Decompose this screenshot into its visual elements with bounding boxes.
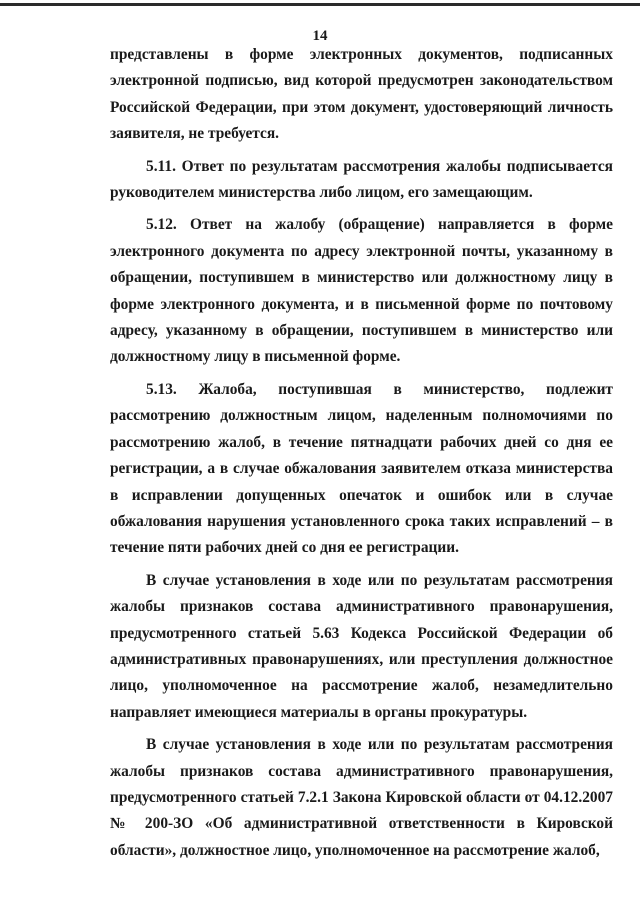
paragraph-continuation: представлены в форме электронных документов, подписанных электронной подписью, вид которой предусмотрен законодательством Российской Федерации, при этом документ, удостоверяющий личность заявителя, не требуется. [110, 46, 613, 143]
paragraph-koap-violation: В случае установления в ходе или по результатам рассмотрения жалобы признаков состава административного правонарушения, предусмотренного статьей 5.63 Кодекса Российской Федерации об административных правонарушениях, или преступления должностное лицо, уполномоченное на рассмотрение жалоб, незамедлительно направляет имеющиеся материалы в органы прокуратуры. [110, 571, 613, 721]
paragraph-5-13: 5.13. Жалоба, поступившая в министерство, подлежит рассмотрению должностным лицом, наделенным полномочиями по рассмотрению жалоб, в течение пятнадцати рабочих дней со дня ее регистрации, а в случае обжалования заявителем отказа министерства в исправлении допущенных опечаток и ошибок или в случае обжалования нарушения установленного срока таких исправлений – в течение пяти рабочих дней со дня ее регистрации. [110, 380, 613, 557]
top-border-rule [0, 3, 640, 6]
paragraph-kirov-law-violation: В случае установления в ходе или по результатам рассмотрения жалобы признаков состава административного правонарушения, предусмотренного статьей 7.2.1 Закона Кировской области от 04.12.2007 № 200-ЗО «Об административной ответственности в Кировской области», должностное лицо, уполномоченное на рассмотрение жалоб, [110, 736, 613, 859]
paragraph-5-11: 5.11. Ответ по результатам рассмотрения жалобы подписывается руководителем министерства либо лицом, его замещающим. [110, 157, 613, 202]
page-number: 14 [312, 28, 328, 44]
document-body [110, 42, 613, 864]
paragraph-5-12: 5.12. Ответ на жалобу (обращение) направляется в форме электронного документа по адресу электронной почты, указанному в обращении, поступившем в министерство или должностному лицу в форме электронного документа, и в письменной форме по почтовому адресу, указанному в обращении, поступившем в министерство или должностному лицу в письменной форме. [110, 216, 613, 366]
